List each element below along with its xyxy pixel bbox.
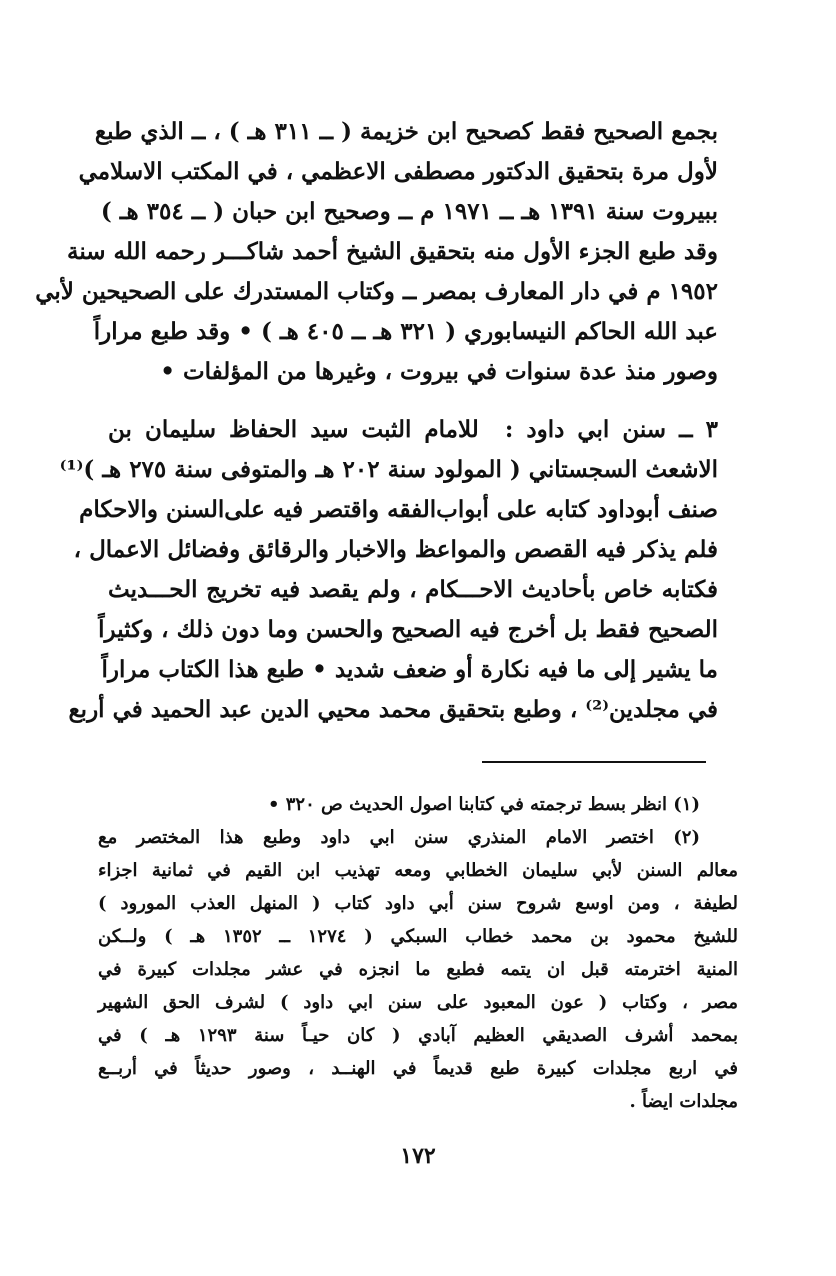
text-line: فلم يذكر فيه القصص والمواعظ والاخبار والرقائق وفضائل الاعمال ، [73,536,718,563]
text-line: ١٩٥٢ م في دار المعارف بمصر ــ وكتاب المستدرك على الصحيحين لأبي [35,278,718,305]
text-line: وقد طبع الجزء الأول منه بتحقيق الشيخ أحمد شاكـــر رحمه الله سنة [66,238,718,265]
text-line: صنف أبوداود كتابه على أبواب‌الفقه واقتصر فيه على‌السنن والاحكام [79,496,718,523]
footnote-2-line: في اربع مجلدات كبيرة طبع قديماً في الهنــد ، وصور حديثاً في أربــع [98,1058,738,1079]
footnote-2-line: مجلدات ايضاً . [629,1091,738,1112]
paragraph-1 [35,112,718,392]
footnotes [98,788,738,1118]
footnote-2-line: بمحمد أشرف الصديقي العظيم آبادي ( كان حيـاً سنة ١٢٩٣ هـ ) في [98,1025,738,1046]
text-line: عبد الله الحاكم النيسابوري ( ٣٢١ هـ ــ ٤٠٥ هـ ) • وقد طبع مراراً [93,318,718,345]
footnote-2-line: المنية اخترمته قبل ان يتمه فطبع ما انجزه في عشر مجلدات كبيرة في [98,959,738,980]
text-line: الصحيح فقط بل أخرج فيه الصحيح والحسن وما دون ذلك ، وكثيراً [98,616,718,643]
footnote-2-line: للشيخ محمود بن محمد خطاب السبكي ( ١٢٧٤ ــ ١٣٥٢ هـ ) ولــكن [98,926,738,947]
section-heading-line [108,410,718,450]
footnote-separator [482,761,706,763]
text-line: في مجلدين⁽²⁾ ، وطبع بتحقيق محمد محيي الدين عبد الحميد في أربع [68,696,718,723]
text-line: الاشعث السجستاني ( المولود سنة ٢٠٢ هـ والمتوفى سنة ٢٧٥ هـ )⁽¹⁾ [59,456,718,483]
footnote-2-line: مصر ، وكتاب ( عون المعبود على سنن ابي داود ) لشرف الحق الشهير [98,992,738,1013]
footnote-2-line: معالم السنن لأبي سليمان الخطابي ومعه تهذيب ابن القيم في ثمانية اجزاء [98,860,738,881]
footnote-1: (١) انظر بسط ترجمته في كتابنا اصول الحديث ص ٣٢٠ • [267,794,700,815]
section-3-paragraph [59,410,718,730]
page-number: ١٧٢ [400,1143,436,1169]
footnote-2-line: (٢) اختصر الامام المنذري سنن ابي داود وطبع هذا المختصر مع [98,827,700,848]
text-line: ما يشير إلى ما فيه نكارة أو ضعف شديد • طبع هذا الكتاب مراراً [101,656,718,683]
section-heading: ٣ ــ سنن ابي داود : [504,416,718,443]
text-line: بجمع الصحيح فقط كصحيح ابن خزيمة ( ــ ٣١١ هـ ) ، ــ الذي طبع [94,118,718,145]
text-line: وصور منذ عدة سنوات في بيروت ، وغيرها من المؤلفات • [160,358,718,385]
section-heading-rest: للامام الثبت سيد الحفاظ سليمان بن [108,416,479,443]
text-line: ببيروت سنة ١٣٩١ هـ ــ ١٩٧١ م ــ وصحيح ابن حبان ( ــ ٣٥٤ هـ ) [100,198,718,225]
footnote-2-line: لطيفة ، ومن اوسع شروح سنن أبي داود كتاب ( المنهل العذب المورود ) [98,893,738,914]
text-line: لأول مرة بتحقيق الدكتور مصطفى الاعظمي ، في المكتب الاسلامي [78,158,718,185]
text-line: فكتابه خاص بأحاديث الاحـــكام ، ولم يقصد فيه تخريج الحـــديث [108,576,718,603]
